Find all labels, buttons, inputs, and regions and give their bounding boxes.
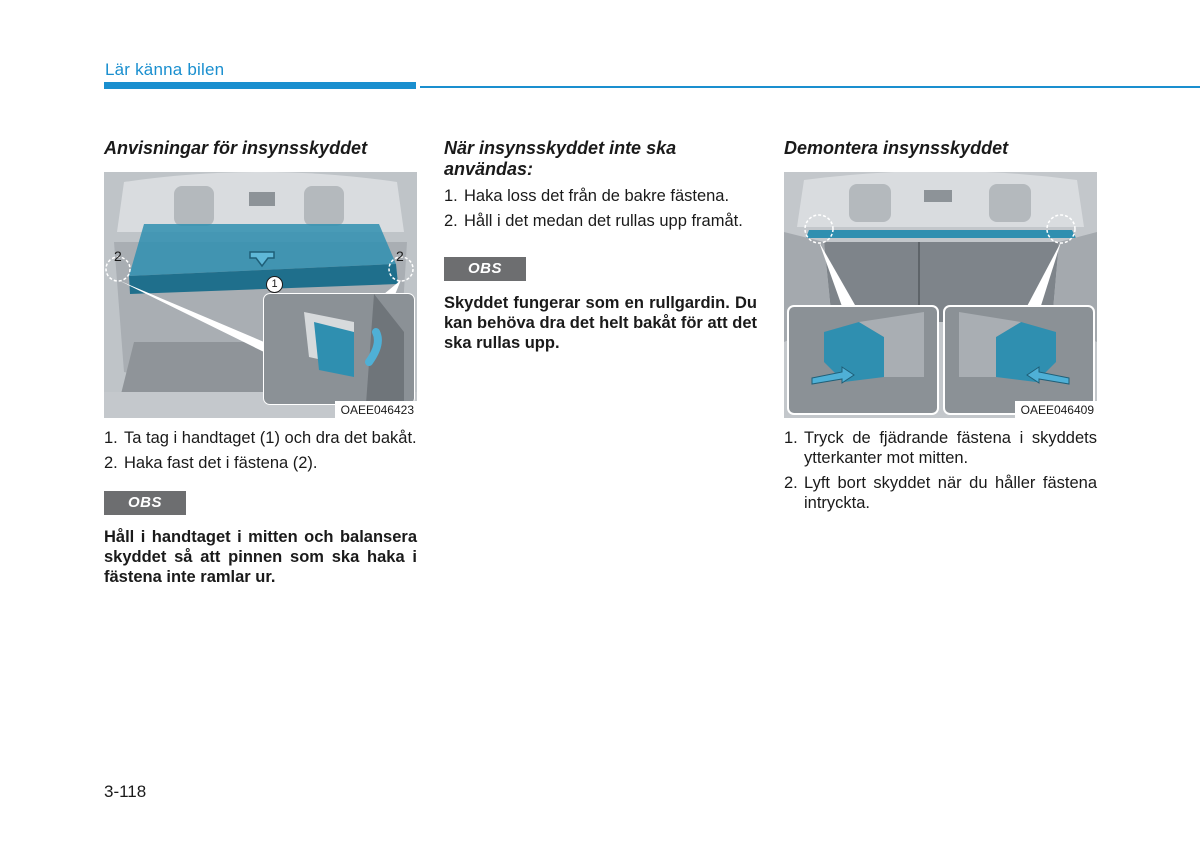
callout-2-right: 2 [396,248,404,264]
heading-instructions: Anvisningar för insynsskyddet [104,138,368,158]
obs-badge: OBS [104,491,186,515]
steps-list [104,428,417,473]
heading-not-in-use: När insynsskyddet inte ska användas: [444,138,677,179]
page-number: 3-118 [104,782,147,801]
column-instructions [104,138,417,587]
figure-cargo-cover-removal [784,172,1097,418]
header-rule-thick [104,82,416,89]
step-item: 2. Haka fast det i fästena (2). [104,454,318,472]
step-item: 1. Tryck de fjädrande fästena i skyddets ytterkanter mot mitten. [784,429,1097,467]
steps-list [444,186,757,231]
figure-cargo-cover-installed [104,172,417,418]
obs-badge: OBS [444,257,526,281]
steps-list [784,428,1097,513]
step-item: 2. Håll i det medan det rullas upp framåt. [444,212,743,230]
cargo-cover-illustration [104,172,417,418]
figure-code: OAEE046423 [335,401,417,418]
figure-code: OAEE046409 [1015,401,1097,418]
step-item: 1. Haka loss det från de bakre fästena. [444,187,730,205]
heading-remove: Demontera insynsskyddet [784,138,1009,158]
callout-2-left: 2 [114,248,122,264]
obs-note: Håll i handtaget i mitten och balansera skyddet så att pinnen som ska haka i fästena inte ramlar ur. [104,528,417,586]
obs-note: Skyddet fungerar som en rullgardin. Du kan behöva dra det helt bakåt för att det ska rullas upp. [444,294,757,352]
column-remove [784,138,1097,518]
section-title: Lär känna bilen [105,60,225,79]
callout-1: 1 [266,276,283,293]
header-rule-thin [420,86,1200,88]
column-not-in-use [444,138,757,353]
step-item: 2. Lyft bort skyddet när du håller fästena intryckta. [784,474,1097,512]
cargo-cover-removal-illustration [784,172,1097,418]
step-item: 1. Ta tag i handtaget (1) och dra det bakåt. [104,429,417,447]
